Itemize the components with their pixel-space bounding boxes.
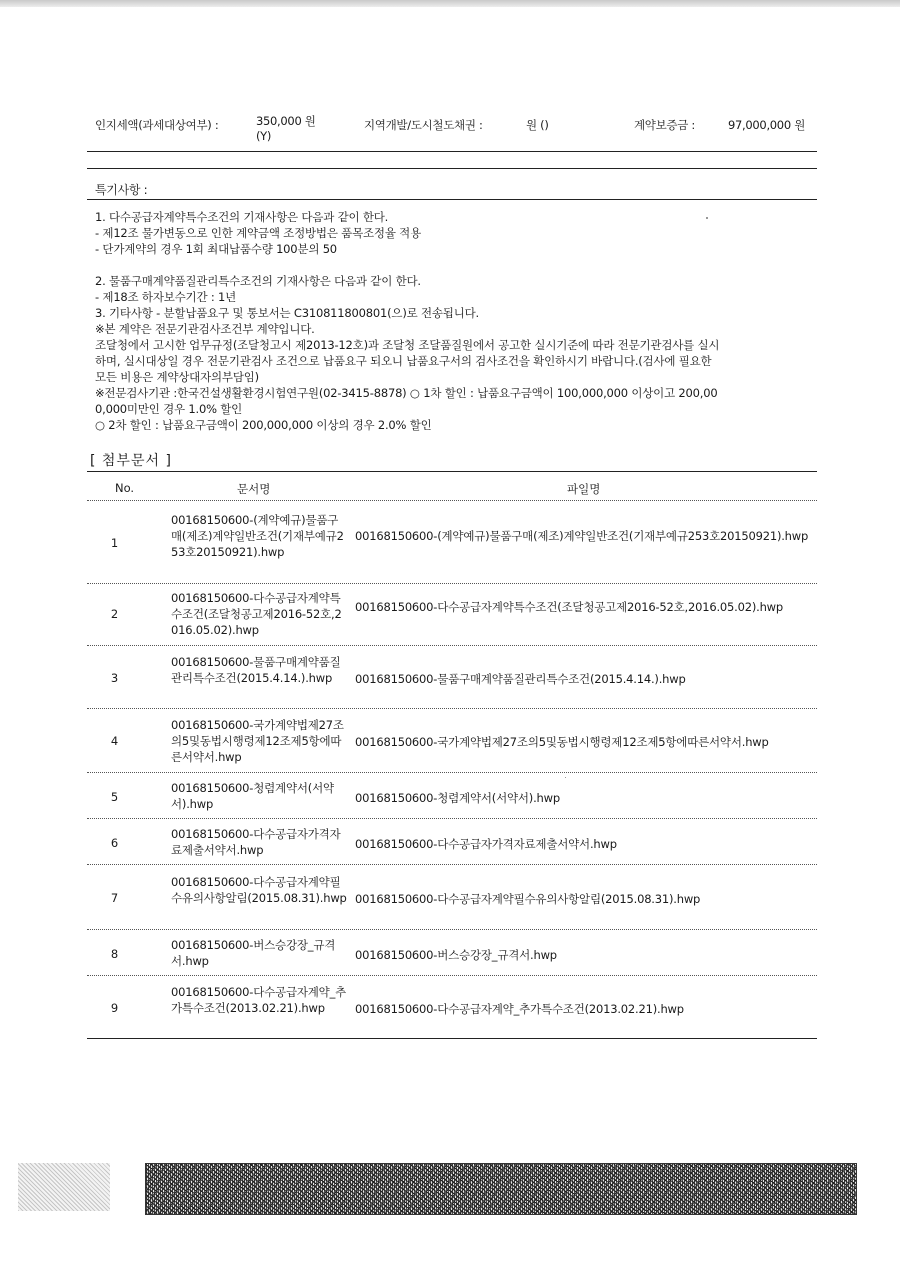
regional-bond-label: 지역개발/도시철도채권 : [364,118,483,132]
file-name-link[interactable]: 00168150600-청렴계약서(서약서).hwp [355,791,560,805]
table-row [87,937,817,971]
table-row [87,984,817,1034]
table-bottom-border [87,1038,817,1039]
table-row [87,826,817,860]
row-number: 1 [110,536,119,550]
seal-pattern [18,1163,110,1211]
file-name-link[interactable]: 00168150600-버스승강장_규격서.hwp [355,948,557,962]
column-header-no: No. [115,481,135,495]
file-name-link[interactable]: 00168150600-다수공급자계약특수조건(조달청공고제2016-52호,2016.05.02).hwp [355,600,783,614]
note-line: 0,000미만인 경우 1.0% 할인 [95,402,243,416]
row-number: 3 [110,671,119,685]
divider [87,199,817,200]
file-name-link[interactable]: 00168150600-물품구매계약품질관리특수조건(2015.4.14.).hwp [355,672,686,686]
scan-speck [706,217,708,219]
document-name: 00168150600-다수공급자계약_추가특수조건(2013.02.21).hwp [171,985,347,1015]
document-name: 00168150600-다수공급자가격자료제출서약서.hwp [171,827,341,857]
note-line: 모든 비용은 계약상대자의부담임) [95,370,259,384]
note-line: - 제12조 물가변동으로 인한 계약금액 조정방법은 품목조정율 적용 [95,226,422,240]
row-separator [87,500,817,501]
note-line: - 제18조 하자보수기간 : 1년 [95,290,236,304]
table-row [87,874,817,924]
scan-top-edge [0,0,900,7]
file-name-link[interactable]: 00168150600-다수공급자가격자료제출서약서.hwp [355,837,617,851]
file-name-link[interactable]: 00168150600-(계약예규)물품구매(제조)계약일반조건(기재부예규253호20150921).hwp [355,529,809,543]
document-name: 00168150600-버스승강장_규격서.hwp [171,938,336,968]
row-separator [87,772,817,773]
row-separator [87,708,817,709]
row-number: 5 [110,790,119,804]
divider [87,471,817,472]
row-separator [87,864,817,865]
file-name-link[interactable]: 00168150600-다수공급자계약_추가특수조건(2013.02.21).hwp [355,1002,684,1016]
table-row [87,717,817,767]
row-number: 9 [110,1001,119,1015]
security-barcode [145,1163,857,1215]
document-name: 00168150600-(계약예규)물품구매(제조)계약일반조건(기재부예규253호20150921).hwp [171,513,344,559]
stamp-tax-amount: 350,000 원 [256,114,316,128]
scan-speck [565,777,566,778]
row-separator [87,975,817,976]
note-line: 조달청에서 고시한 업무규정(조달청고시 제2013-12호)과 조달청 조달품질원에서 공고한 실시기준에 따라 전문기관검사를 실시 [95,338,720,352]
row-number: 7 [110,891,119,905]
file-name-link[interactable]: 00168150600-다수공급자계약필수유의사항알림(2015.08.31).hwp [355,892,701,906]
note-line [95,257,815,273]
divider [87,151,817,152]
note-line: - 단가계약의 경우 1회 최대납품수량 100분의 50 [95,242,337,256]
stamp-tax-value [256,114,316,144]
stamp-tax-taxable: (Y) [256,129,272,143]
note-line: ※본 계약은 전문기관검사조건부 계약입니다. [95,322,315,336]
note-line: ○ 2차 할인 : 납품요구금액이 200,000,000 이상의 경우 2.0% 할인 [95,418,432,432]
row-separator [87,929,817,930]
note-line: 2. 물품구매계약품질관리특수조건의 기재사항은 다음과 같이 한다. [95,274,421,288]
note-line: 하며, 실시대상일 경우 전문기관검사 조건으로 납품요구 되오니 납품요구서의 검사조건을 확인하시기 바랍니다.(검사에 필요한 [95,354,712,368]
document-name: 00168150600-청렴계약서(서약서).hwp [171,781,334,811]
contract-deposit-label: 계약보증금 : [634,118,695,132]
special-notes-label: 특기사항 : [95,183,148,197]
row-number: 2 [110,607,119,621]
special-notes [95,209,815,433]
table-row [87,590,817,640]
note-line: 3. 기타사항 - 분할납품요구 및 통보서는 C310811800801(으)로 전송됩니다. [95,306,479,320]
note-line: ※전문검사기관 :한국건설생활환경시험연구원(02-3415-8878) ○ 1차 할인 : 납품요구금액이 100,000,000 이상이고 200,00 [95,386,718,400]
document-name: 00168150600-다수공급자계약필수유의사항알림(2015.08.31).hwp [171,875,347,905]
table-row [87,654,817,704]
divider [87,168,817,169]
row-separator [87,818,817,819]
document-name: 00168150600-국가계약법제27조의5및동법시행령제12조제5항에따른서약서.hwp [171,718,344,764]
row-number: 4 [110,734,119,748]
document-name: 00168150600-물품구매계약품질관리특수조건(2015.4.14.).hwp [171,655,341,685]
row-number: 6 [110,836,119,850]
column-header-doc-name: 문서명 [237,482,271,496]
column-header-file-name: 파일명 [567,482,601,496]
table-row [87,780,817,814]
regional-bond-value: 원 () [526,118,549,132]
row-separator [87,583,817,584]
row-number: 8 [110,947,119,961]
table-row [87,512,817,580]
contract-deposit-value: 97,000,000 원 [728,118,806,132]
note-line: 1. 다수공급자계약특수조건의 기재사항은 다음과 같이 한다. [95,210,389,224]
row-separator [87,645,817,646]
attachments-title: [ 첨부문서 ] [90,453,172,469]
stamp-tax-label: 인지세액(과세대상여부) : [95,118,219,132]
document-name: 00168150600-다수공급자계약특수조건(조달청공고제2016-52호,2016.05.02).hwp [171,591,342,637]
file-name-link[interactable]: 00168150600-국가계약법제27조의5및동법시행령제12조제5항에따른서약서.hwp [355,735,769,749]
